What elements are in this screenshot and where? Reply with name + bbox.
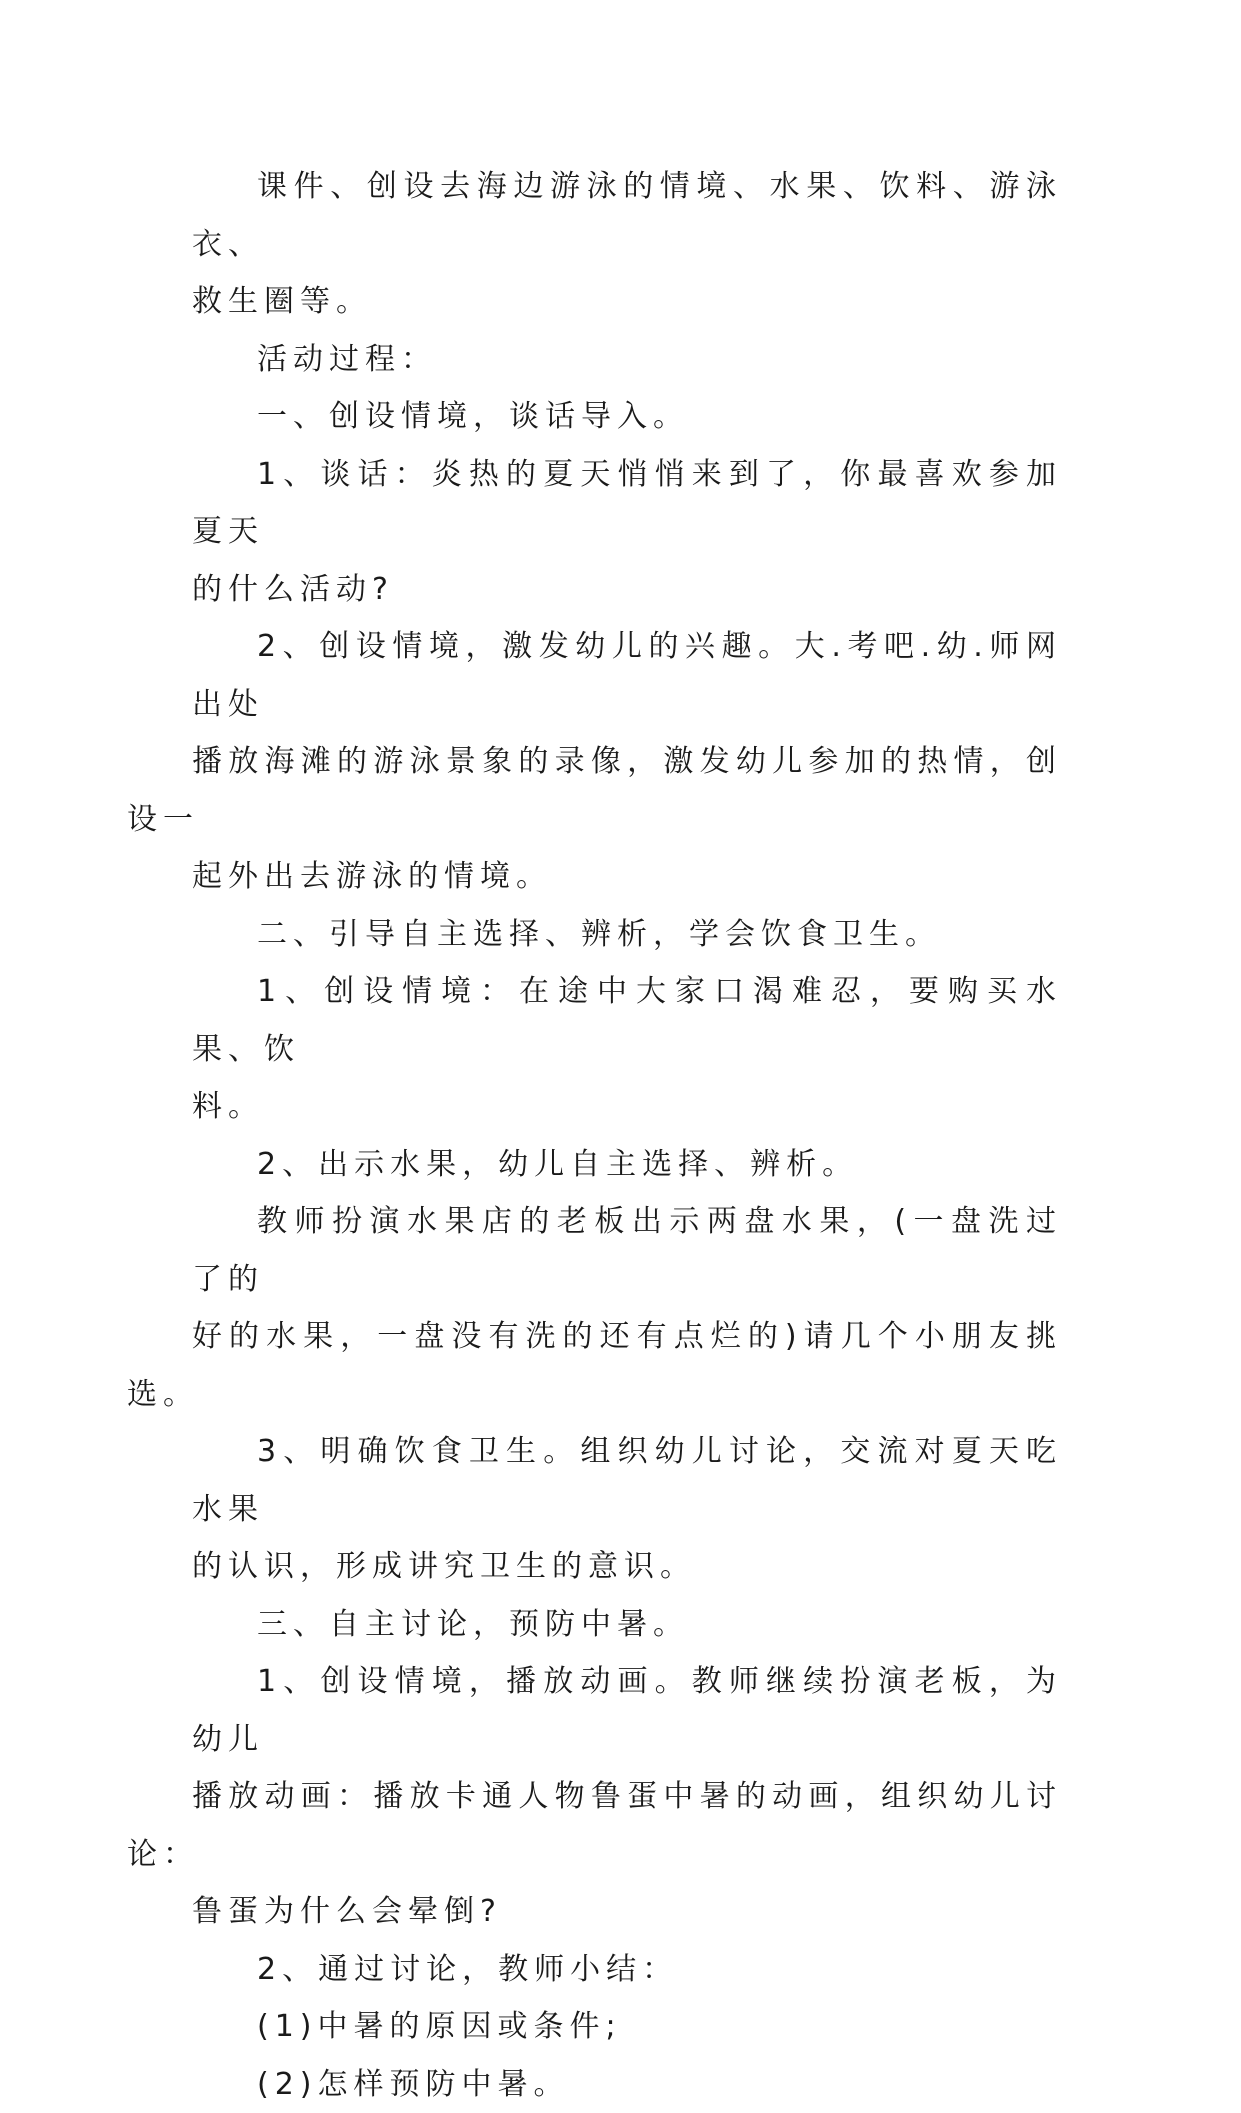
text-line: 的什么活动? <box>127 561 1062 619</box>
paragraph-3-1 <box>192 1653 1062 1941</box>
paragraph-2-2-detail <box>192 1193 1062 1423</box>
text-line: 课件、创设去海边游泳的情境、水果、饮料、游泳衣、 <box>192 158 1062 273</box>
section-heading-3 <box>192 1596 1062 1654</box>
text-line: 料。 <box>127 1078 1062 1136</box>
heading-activity-process <box>192 331 1062 389</box>
text-line: 2、出示水果，幼儿自主选择、辨析。 <box>192 1136 1062 1194</box>
section-heading-2 <box>192 906 1062 964</box>
document-body <box>192 158 1062 2113</box>
text-line: 一、创设情境，谈话导入。 <box>192 388 1062 446</box>
text-line: 2、创设情境，激发幼儿的兴趣。大.考吧.幼.师网出处 <box>192 618 1062 733</box>
text-line: 二、引导自主选择、辨析，学会饮食卫生。 <box>192 906 1062 964</box>
text-line: 鲁蛋为什么会晕倒? <box>127 1883 1062 1941</box>
paragraph-2-2 <box>192 1136 1062 1194</box>
section-heading-1 <box>192 388 1062 446</box>
text-line: 1、创设情境：在途中大家口渴难忍，要购买水果、饮 <box>192 963 1062 1078</box>
text-line: 播放海滩的游泳景象的录像，激发幼儿参加的热情，创设一 <box>127 733 1062 848</box>
text-line: 活动过程： <box>192 331 1062 389</box>
text-line: 播放动画：播放卡通人物鲁蛋中暑的动画，组织幼儿讨论： <box>127 1768 1062 1883</box>
list-item-2 <box>192 2056 1062 2113</box>
text-line: 1、谈话：炎热的夏天悄悄来到了，你最喜欢参加夏天 <box>192 446 1062 561</box>
paragraph-3-2 <box>192 1941 1062 1999</box>
paragraph-1-1 <box>192 446 1062 619</box>
text-line: 好的水果，一盘没有洗的还有点烂的)请几个小朋友挑选。 <box>127 1308 1062 1423</box>
list-item-1 <box>192 1998 1062 2056</box>
text-line: (2)怎样预防中暑。 <box>192 2056 1062 2113</box>
text-line: (1)中暑的原因或条件; <box>192 1998 1062 2056</box>
text-line: 3、明确饮食卫生。组织幼儿讨论，交流对夏天吃水果 <box>192 1423 1062 1538</box>
text-line: 的认识，形成讲究卫生的意识。 <box>127 1538 1062 1596</box>
paragraph-2-3 <box>192 1423 1062 1596</box>
text-line: 三、自主讨论，预防中暑。 <box>192 1596 1062 1654</box>
text-line: 1、创设情境，播放动画。教师继续扮演老板，为幼儿 <box>192 1653 1062 1768</box>
text-line: 救生圈等。 <box>127 273 1062 331</box>
text-line: 教师扮演水果店的老板出示两盘水果，(一盘洗过了的 <box>192 1193 1062 1308</box>
paragraph-1-2 <box>192 618 1062 906</box>
text-line: 起外出去游泳的情境。 <box>127 848 1062 906</box>
paragraph-materials <box>192 158 1062 331</box>
paragraph-2-1 <box>192 963 1062 1136</box>
text-line: 2、通过讨论，教师小结： <box>192 1941 1062 1999</box>
